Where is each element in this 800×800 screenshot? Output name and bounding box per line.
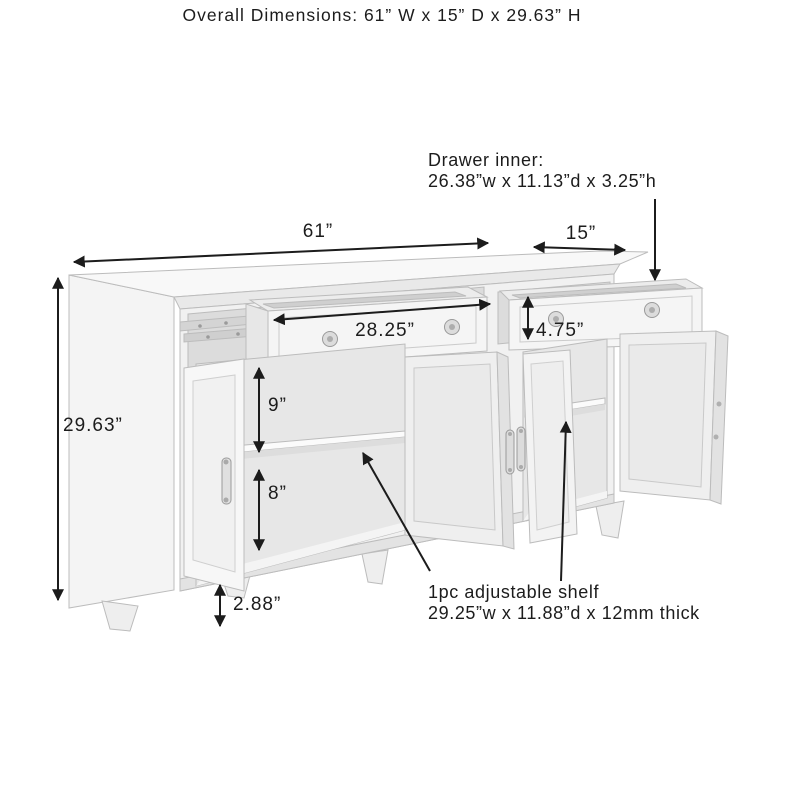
glide-rivet <box>224 321 228 325</box>
leg-height-value: 2.88” <box>233 594 282 615</box>
handle-mount <box>508 468 512 472</box>
right-foot <box>596 501 624 538</box>
drawer-front-height-value: 4.75” <box>536 320 585 341</box>
door-handle <box>222 458 231 504</box>
far-right-door-open <box>620 331 728 504</box>
handle-mount <box>519 429 523 433</box>
far-left-door-open <box>184 359 244 591</box>
center-right-door-open <box>523 350 577 543</box>
height-value: 29.63” <box>63 415 123 436</box>
depth-dimension <box>534 223 625 250</box>
below-shelf-value: 8” <box>268 483 287 504</box>
handle-mount <box>224 498 229 503</box>
left-side-foot <box>102 601 138 631</box>
handle-screw-hole <box>714 435 719 440</box>
drawer-inner-size: 26.38”w x 11.13”d x 3.25”h <box>428 171 657 191</box>
width-dimension <box>74 221 488 262</box>
middle-foot <box>362 550 388 584</box>
overall-dimensions-title: Overall Dimensions: 61” W x 15” D x 29.63” H <box>182 5 582 25</box>
sideboard-illustration <box>69 251 728 631</box>
depth-value: 15” <box>565 223 597 244</box>
handle-mount <box>519 465 523 469</box>
left-side-panel <box>69 275 174 608</box>
shelf-label: 1pc adjustable shelf <box>428 582 600 602</box>
handle-mount <box>508 432 512 436</box>
drawer-knob-center <box>327 336 333 342</box>
above-shelf-value: 9” <box>268 395 287 416</box>
door-handle <box>506 430 514 474</box>
door-handle <box>517 427 525 471</box>
glide-rivet <box>198 324 202 328</box>
drawer-inner-label: Drawer inner: <box>428 150 544 170</box>
glide-rivet <box>206 335 210 339</box>
glide-rivet <box>236 332 240 336</box>
drawer-width-value: 28.25” <box>355 320 415 341</box>
far-right-door-inset <box>629 343 706 487</box>
drawer-knob-center <box>649 307 655 313</box>
depth-arrow <box>534 247 625 250</box>
handle-mount <box>224 460 229 465</box>
center-left-door-inset <box>414 364 495 530</box>
shelf-size: 29.25”w x 11.88”d x 12mm thick <box>428 603 700 623</box>
handle-screw-hole <box>717 402 722 407</box>
drawer-knob-center <box>449 324 455 330</box>
width-value: 61” <box>302 221 334 242</box>
center-left-door-open <box>405 352 514 549</box>
